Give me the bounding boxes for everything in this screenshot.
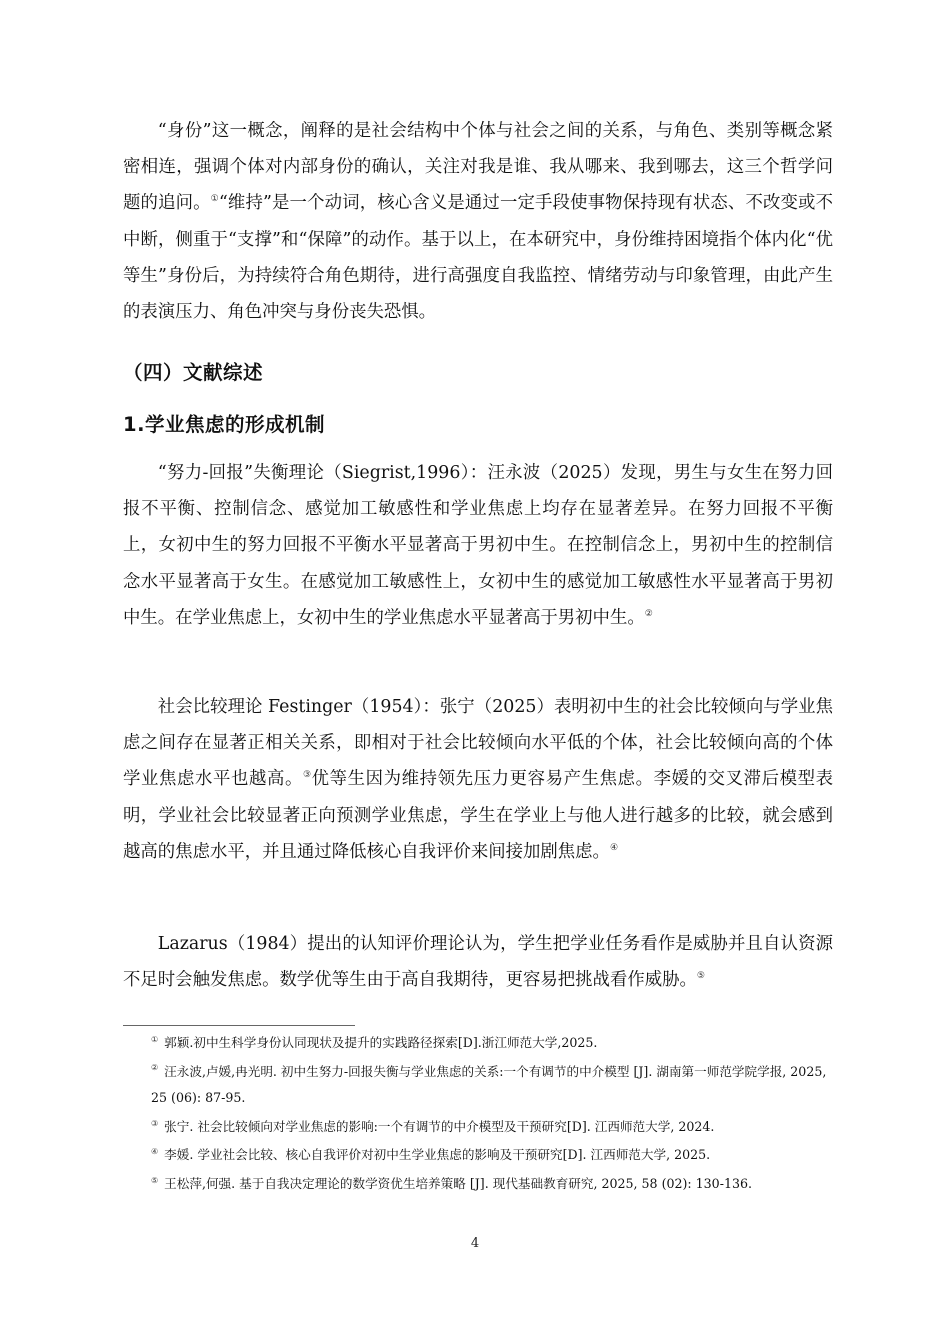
footnote-mark[interactable]: ⑤ bbox=[696, 971, 705, 982]
footnote-mark[interactable]: ④ bbox=[609, 843, 619, 854]
footnotes bbox=[123, 1030, 833, 1198]
section-heading-text: （四）文献综述 bbox=[123, 361, 264, 384]
footnote-mark[interactable]: ② bbox=[644, 609, 653, 620]
paragraph-text: “维持”是一个动词，核心含义是通过一定手段使事物保持现有状态、不改变或不中断，侧重于“支撑”和“保障”的动作。基于以上，在本研究中，身份维持困境指个体内化“优等生”身份后，为持续符合角色期待，进行高强度自我监控、情绪劳动与印象管理，由此产生的表演压力、角色冲突与身份丧失恐惧。 bbox=[123, 193, 833, 323]
footnote-number: ① bbox=[151, 1034, 159, 1044]
footnote-item bbox=[123, 1171, 833, 1198]
footnote-number: ④ bbox=[151, 1147, 159, 1157]
paragraph-text: “身份”这一概念，阐释的是社会结构中个体与社会之间的关系，与角色、类别等概念紧密相连，强调个体对内部身份的确认，关注对我是谁、我从哪来、我到哪去，这三个哲学问题的追问。 bbox=[123, 121, 833, 214]
paragraph-text: “努力-回报”失衡理论（Siegrist,1996）：汪永波（2025）发现，男生与女生在努力回报不平衡、控制信念、感觉加工敏感性和学业焦虑上均存在显著差异。在努力回报不平衡上，女初中生的努力回报不平衡水平显著高于男初中生。在控制信念上，男初中生的控制信念水平显著高于女生。在感觉加工敏感性上，女初中生的感觉加工敏感性水平显著高于男初中生。在学业焦虑上，女初中生的学业焦虑水平显著高于男初中生。 bbox=[123, 463, 833, 628]
subsection-heading-text: 1.学业焦虑的形成机制 bbox=[123, 413, 325, 436]
subsection-heading bbox=[123, 410, 833, 440]
footnote-text: 王松萍,何强. 基于自我决定理论的数学资优生培养策略 [J]. 现代基础教育研究, 2025, 58 (02): 130-136. bbox=[164, 1175, 752, 1191]
footnote-item bbox=[123, 1059, 833, 1112]
paragraph-lazarus bbox=[123, 926, 833, 998]
footnote-text: 郭颖.初中生科学身份认同现状及提升的实践路径探索[D].浙江师范大学,2025. bbox=[164, 1035, 598, 1050]
page-number: 4 bbox=[470, 1236, 480, 1251]
footnote-mark[interactable]: ① bbox=[210, 194, 219, 205]
footnote-text: 李媛. 学业社会比较、核心自我评价对初中生学业焦虑的影响及干预研究[D]. 江西师范大学, 2025. bbox=[164, 1147, 711, 1163]
paragraph-text: Lazarus（1984）提出的认知评价理论认为，学生把学业任务看作是威胁并且自认资源不足时会触发焦虑。数学优等生由于高自我期待，更容易把挑战看作威胁。 bbox=[123, 934, 833, 991]
footnote-item bbox=[123, 1142, 833, 1169]
footnote-number: ② bbox=[151, 1063, 159, 1073]
paragraph-identity bbox=[123, 113, 833, 330]
paragraph-social-comparison bbox=[123, 689, 833, 870]
footnote-divider bbox=[123, 1025, 355, 1026]
footnote-item bbox=[123, 1114, 833, 1141]
footnote-text: 张宁. 社会比较倾向对学业焦虑的影响:一个有调节的中介模型及干预研究[D]. 江西师范大学, 2024. bbox=[164, 1118, 715, 1134]
footnote-number: ③ bbox=[151, 1118, 159, 1128]
footnote-text: 汪永波,卢媛,冉光明. 初中生努力-回报失衡与学业焦虑的关系:一个有调节的中介模型 [J]. 湖南第一师范学院学报, 2025, 25 (06): 87-95. bbox=[151, 1063, 827, 1106]
footnote-number: ⑤ bbox=[151, 1175, 159, 1185]
section-heading bbox=[123, 358, 833, 388]
footnote-mark[interactable]: ③ bbox=[302, 770, 312, 781]
paragraph-text: 社会比较理论 Festinger（1954）：张宁（2025）表明初中生的社会比较倾向与学业焦虑之间存在显著正相关关系，即相对于社会比较倾向水平低的个体，社会比较倾向高的个体学业焦虑水平也越高。 bbox=[123, 697, 833, 790]
paragraph-text: 优等生因为维持领先压力更容易产生焦虑。李媛的交叉滞后模型表明，学业社会比较显著正向预测学业焦虑，学生在学业上与他人进行越多的比较，就会感到越高的焦虑水平，并且通过降低核心自我评价来间接加剧焦虑。 bbox=[123, 769, 833, 862]
footnote-item bbox=[123, 1030, 833, 1057]
paragraph-effort-reward bbox=[123, 455, 833, 636]
